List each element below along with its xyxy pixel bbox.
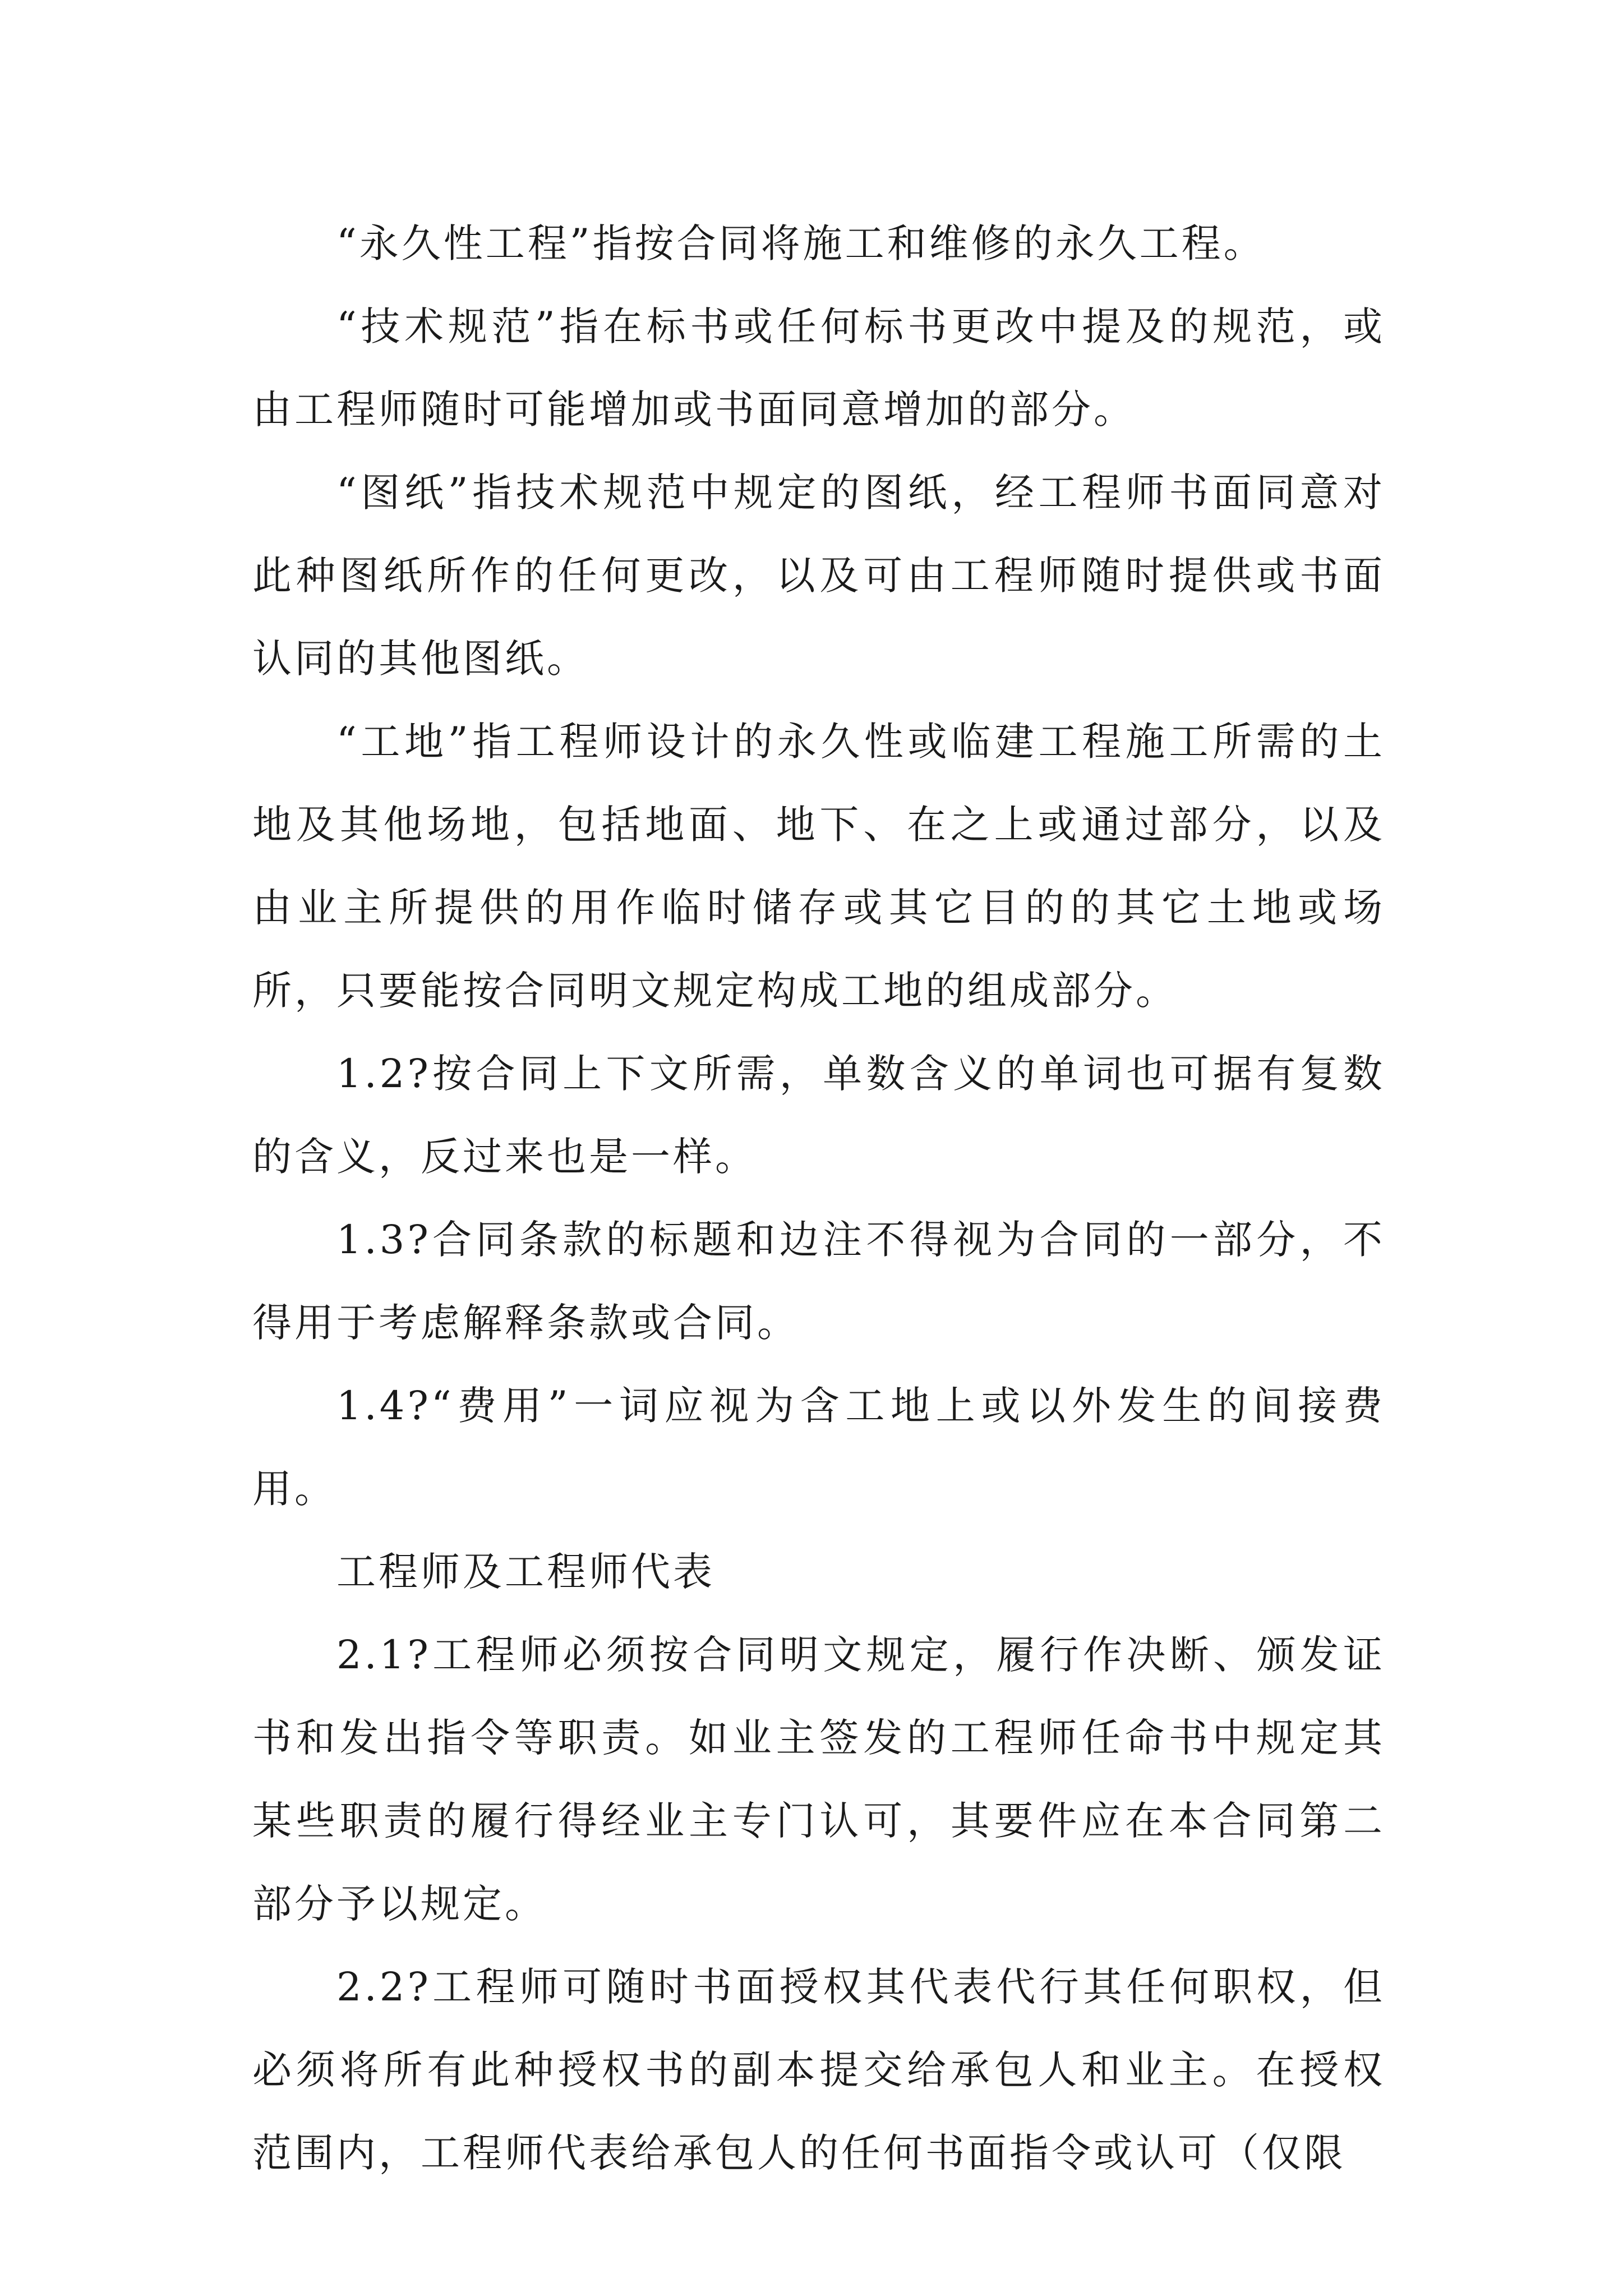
paragraph-clause-1-3: 1.3?合同条款的标题和边注不得视为合同的一部分，不得用于考虑解释条款或合同。 [252,1217,1385,1346]
paragraph-site: “工地”指工程师设计的永久性或临建工程施工所需的土地及其他场地，包括地面、地下、在之上或通过部分，以及由业主所提供的用作临时储存或其它目的的其它土地或场所，只要能按合同明文规定构成工地的组成部分。 [252,719,1385,1014]
paragraph-specification: “技术规范”指在标书或任何标书更改中提及的规范，或由工程师随时可能增加或书面同意增加的部分。 [252,303,1385,432]
paragraph-clause-2-2: 2.2?工程师可随时书面授权其代表代行其任何职权，但必须将所有此种授权书的副本提交给承包人和业主。在授权范围内，工程师代表给承包人的任何书面指令或认可（仅限 [252,1964,1385,2176]
paragraph-clause-1-2: 1.2?按合同上下文所需，单数含义的单词也可据有复数的含义，反过来也是一样。 [252,1051,1385,1180]
document-body [252,202,1385,2194]
paragraph-clause-2-1: 2.1?工程师必须按合同明文规定，履行作决断、颁发证书和发出指令等职责。如业主签发的工程师任命书中规定其某些职责的履行得经业主专门认可，其要件应在本合同第二部分予以规定。 [252,1632,1385,1927]
paragraph-permanent-works: “永久性工程”指按合同将施工和维修的永久工程。 [336,220,1266,266]
section-heading: 工程师及工程师代表 [336,1549,715,1595]
paragraph-drawings: “图纸”指技术规范中规定的图纸，经工程师书面同意对此种图纸所作的任何更改，以及可由工程师随时提供或书面认同的其他图纸。 [252,470,1385,682]
paragraph-clause-1-4: 1.4?“费用”一词应视为含工地上或以外发生的间接费用。 [252,1383,1385,1512]
